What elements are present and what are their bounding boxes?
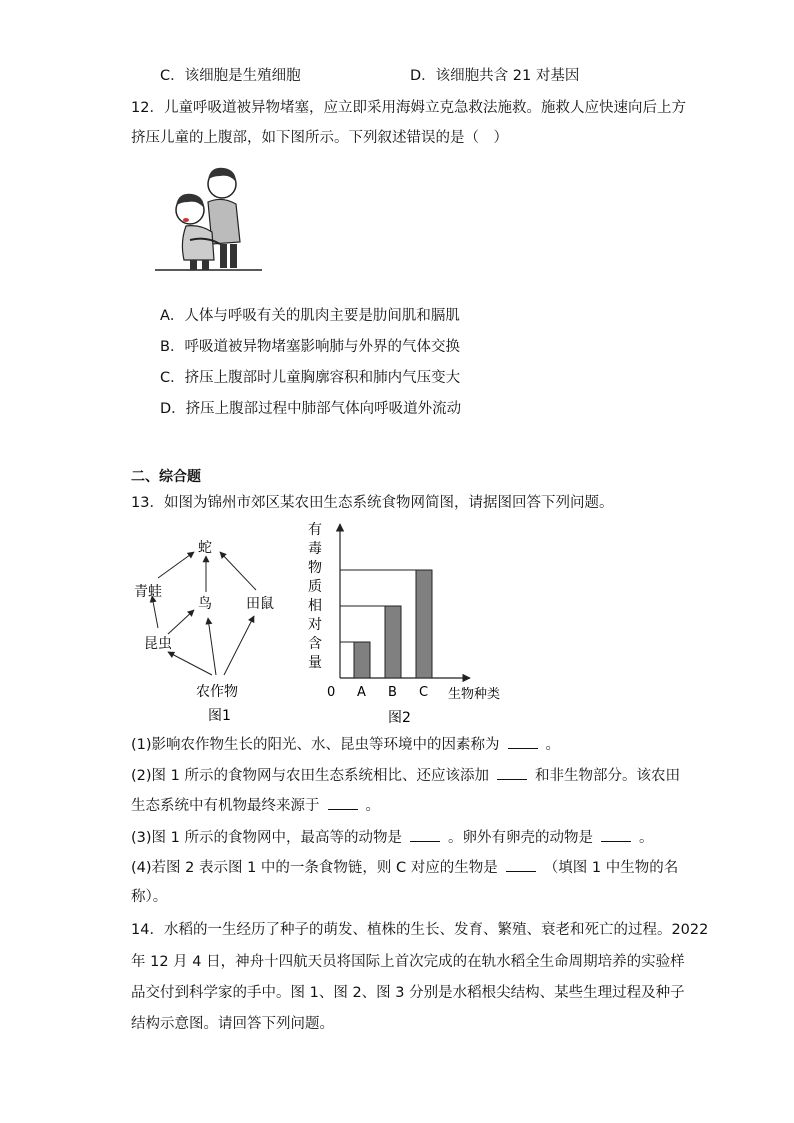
- answer-blank-2[interactable]: [497, 765, 527, 780]
- answer-blank-3[interactable]: [328, 795, 358, 810]
- q13-stem: 13．如图为锦州市郊区某农田生态系统食物网简图，请据图回答下列问题。: [131, 495, 614, 511]
- category-label-B: B: [388, 685, 397, 700]
- node-snake: 蛇: [198, 540, 212, 556]
- q13-sub3: [131, 827, 653, 848]
- node-crop: 农作物: [196, 684, 238, 700]
- bar-C: [416, 570, 432, 678]
- q12-option-a: A．人体与呼吸有关的肌肉主要是肋间肌和膈肌: [160, 308, 460, 324]
- answer-blank-6[interactable]: [506, 857, 536, 872]
- q13-sub2-text-c: 生态系统中有机物最终来源于: [131, 798, 320, 814]
- q12-option-b: B．呼吸道被异物堵塞影响肺与外界的气体交换: [160, 339, 460, 355]
- node-frog: 青蛙: [134, 584, 162, 600]
- q13-sub4-line1: [131, 857, 678, 878]
- category-label-A: A: [357, 685, 366, 700]
- q12-option-d: D．挤压上腹部过程中肺部气体向呼吸道外流动: [160, 401, 462, 417]
- q11-option-d: D．该细胞共含 21 对基因: [410, 68, 580, 84]
- q14-line4: 结构示意图。请回答下列问题。: [131, 1016, 334, 1032]
- x-axis-label: 生物种类: [448, 687, 501, 702]
- q13-sub2-end: 。: [365, 798, 380, 814]
- y-axis-label-char: 有: [308, 522, 322, 538]
- q13-sub4-text-a: (4)若图 2 表示图 1 中的一条食物链，则 C 对应的生物是: [131, 860, 498, 876]
- q14-line3: 品交付到科学家的手中。图 1、图 2、图 3 分别是水稻根尖结构、某些生理过程及种子: [131, 985, 685, 1001]
- q13-sub3-text-a: (3)图 1 所示的食物网中，最高等的动物是: [131, 830, 402, 846]
- q13-sub2-text-b: 和非生物部分。该农田: [534, 768, 680, 784]
- q14-line1: 14．水稻的一生经历了种子的萌发、植株的生长、发育、繁殖、衰老和死亡的过程。2022: [131, 922, 709, 938]
- q12-option-c: C．挤压上腹部时儿童胸廓容积和肺内气压变大: [160, 370, 461, 386]
- answer-blank-4[interactable]: [410, 827, 440, 842]
- q11-option-c: C．该细胞是生殖细胞: [160, 68, 301, 84]
- y-axis-label-char: 质: [308, 579, 322, 595]
- y-axis-label-char: 含: [308, 636, 322, 652]
- q13-sub1: [131, 734, 560, 755]
- node-insect: 昆虫: [144, 636, 172, 652]
- q13-sub1-text: (1)影响农作物生长的阳光、水、昆虫等环境中的因素称为: [131, 737, 500, 753]
- y-axis-label-char: 毒: [308, 541, 322, 557]
- q12-stem-line2: 挤压儿童的上腹部，如下图所示。下列叙述错误的是（ ）: [131, 130, 508, 146]
- food-web-figure: [128, 530, 288, 730]
- bar-B: [385, 606, 401, 678]
- q13-sub1-end: 。: [545, 737, 561, 753]
- heimlich-illustration: [150, 162, 270, 277]
- q13-sub4-line2: 称）。: [131, 889, 168, 905]
- y-axis-label-char: 量: [308, 655, 322, 671]
- q13-sub2-text-a: (2)图 1 所示的食物网与农田生态系统相比、还应该添加: [131, 768, 489, 784]
- category-label-C: C: [419, 685, 429, 700]
- q12-stem-line1: 12．儿童呼吸道被异物堵塞，应立即采用海姆立克急救法施救。施救人应快速向后上方: [131, 100, 686, 116]
- q13-sub2-line1: [131, 765, 680, 786]
- answer-blank-5[interactable]: [601, 827, 631, 842]
- y-axis-label-char: 相: [308, 598, 322, 614]
- origin-label: 0: [327, 685, 336, 700]
- q13-sub3-end: 。: [638, 830, 654, 846]
- node-bird: 鸟: [198, 596, 212, 612]
- toxin-bar-chart: [300, 518, 520, 730]
- answer-blank-1[interactable]: [508, 734, 538, 749]
- q13-sub3-text-b: 。卵外有卵壳的动物是: [447, 830, 593, 846]
- y-axis-label-char: 物: [308, 560, 322, 576]
- fig1-caption: 图1: [208, 708, 231, 724]
- node-mouse: 田鼠: [246, 596, 274, 612]
- q13-sub4-text-b: （填图 1 中生物的名: [543, 860, 679, 876]
- section-title: 二、综合题: [131, 469, 201, 485]
- bar-A: [354, 642, 370, 678]
- q14-line2: 年 12 月 4 日，神舟十四航天员将国际上首次完成的在轨水稻全生命周期培养的实验样: [131, 954, 685, 970]
- q13-sub2-line2: [131, 795, 380, 816]
- y-axis-label-char: 对: [308, 617, 322, 633]
- y-axis-label: [308, 522, 322, 671]
- fig2-caption: 图2: [388, 710, 411, 726]
